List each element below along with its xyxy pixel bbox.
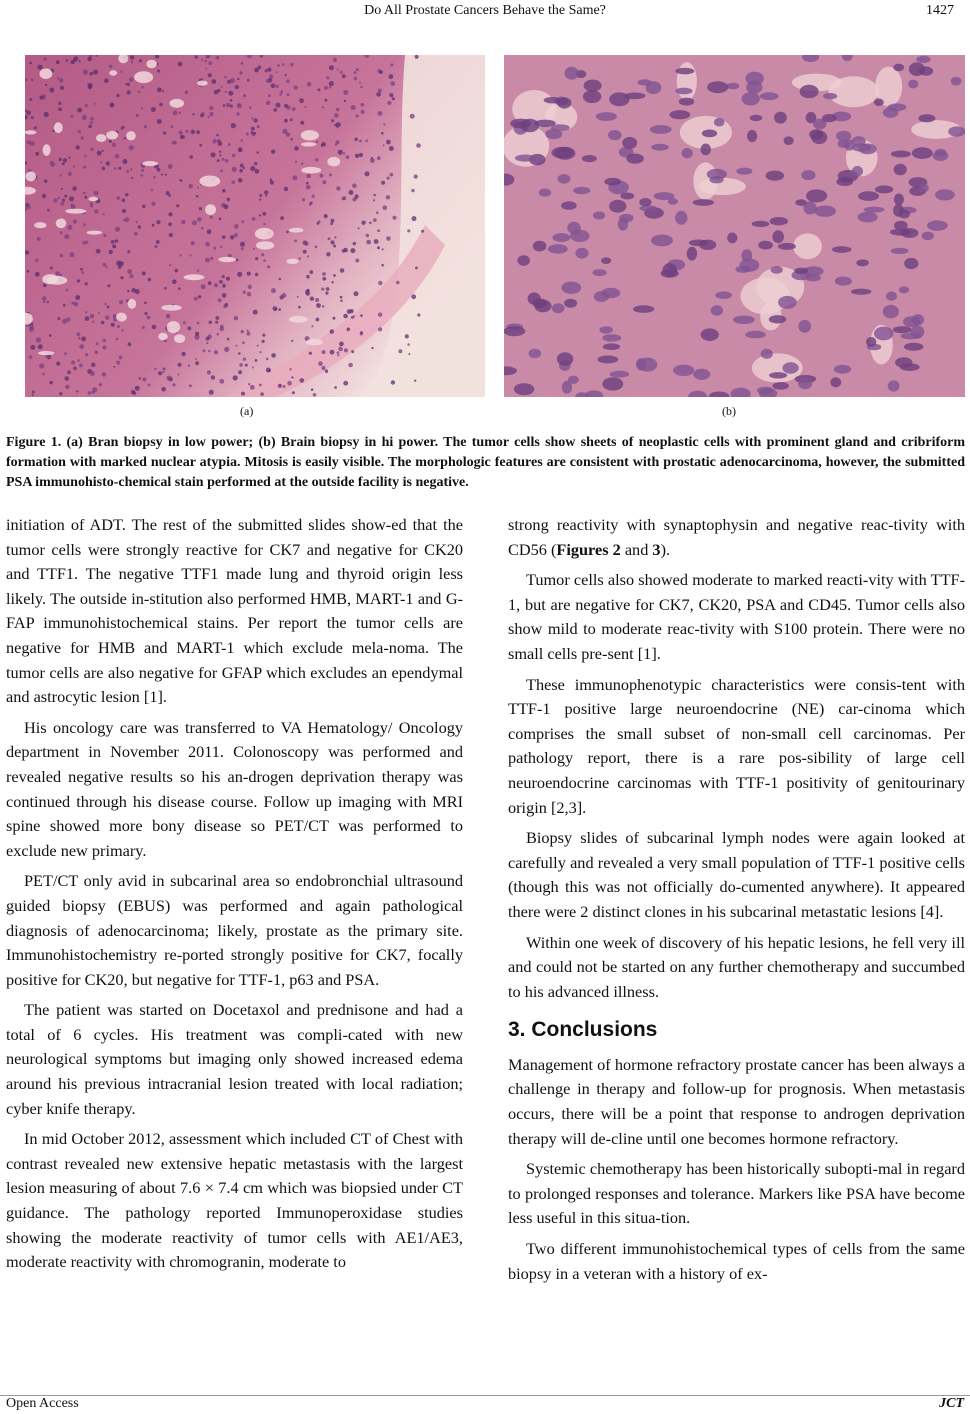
paragraph: His oncology care was transferred to VA Hematology/ Oncology department in November 2011. Colonoscopy was performed and revealed negative results so his an-drogen deprivation therapy was continued through his disease course. Follow up imaging with MRI spine showed more bony disease so PET/CT was performed to exclude new primary. (6, 717, 463, 860)
page-number: 1427 (926, 3, 954, 18)
caption-text: (a) Bran biopsy in low power; (b) Brain biopsy in hi power. The tumor cells show sheets of neoplastic cells with prominent gland and cribriform formation with marked nuclear atypia. Mitosis is easily visible. The morphologic features are consistent with prostatic adenocarcinoma, however, the submitted PSA immunohisto-chemical stain performed at the outside facility is negative. (6, 435, 966, 490)
figure-1b-image (504, 55, 965, 397)
paragraph: initiation of ADT. The rest of the submitted slides show-ed that the tumor cells were strongly reactive for CK7 and negative for CK20 and TTF1. The negative TTF1 made lung and thyroid origin less likely. The outside in-stitution also performed HMB, MART-1 and G-FAP immunohistochemical stains. Per report the tumor cells are negative for HMB and MART-1 which exclude mela-noma. The tumor cells are also negative for GFAP which excludes an ependymal and astrocytic lesion [1]. (6, 515, 463, 707)
footer-journal: JCT (939, 1396, 964, 1411)
paragraph: These immunophenotypic characteristics were consis-tent with TTF-1 positive large neuroendocrine (NE) car-cinoma which comprises the small subset of non-small cell carcinomas. Per pathology report, there is a rare pos-sibility of large cell neuroendocrine carcinomas with TTF-1 positivity of genitourinary origin [2,3]. (508, 674, 965, 817)
paragraph: Biopsy slides of subcarinal lymph nodes were again looked at carefully and revealed a very small population of TTF-1 positive cells (though this was not officially do-cumented anywhere). It appeared there were 2 distinct clones in his subcarinal metastatic lesions [4]. (508, 828, 965, 921)
paragraph: Management of hormone refractory prostate cancer has been always a challenge in therapy and follow-up for prognosis. When metastasis occurs, there will be a point that response to androgen deprivation therapy will de-cline until one becomes hormone refractory. (508, 1054, 965, 1148)
paragraph: Two different immunohistochemical types of cells from the same biopsy in a veteran with a history of ex- (508, 1239, 965, 1283)
paragraph: In mid October 2012, assessment which included CT of Chest with contrast revealed new extensive hepatic metastasis with the largest lesion measuring of about 7.6 × 7.4 cm which was biopsied under CT guidance. The pathology reported Immunoperoxidase studies showing the moderate reactivity of tumor cells with AE1/AE3, moderate reactivity with chromogranin, moderate to (6, 1129, 463, 1272)
paragraph: Systemic chemotherapy has been historically subopti-mal in regard to prolonged responses and tolerance. Markers like PSA have become less useful in this situa-tion. (508, 1159, 965, 1228)
footer-rule (0, 1395, 970, 1396)
figure-label-b: (b) (722, 404, 736, 418)
figure-ref[interactable]: 3 (652, 539, 661, 559)
paragraph: strong reactivity with synaptophysin and negative reac-tivity with CD56 (Figures 2 and 3). (508, 515, 965, 559)
paragraph: PET/CT only avid in subcarinal area so endobronchial ultrasound guided biopsy (EBUS) was performed and again pathological diagnosis of adenocarcinoma; likely, prostate as the primary site. Immunohistochemistry re-ported strongly positive for CK7, focally positive for CK20, but negative for TTF-1, p63 and PSA. (6, 871, 463, 989)
footer-open-access: Open Access (6, 1396, 79, 1411)
figure-caption (6, 433, 965, 493)
figure-ref[interactable]: Figures 2 (556, 539, 621, 559)
figure-1a-image (25, 55, 485, 397)
paragraph: The patient was started on Docetaxol and prednisone and had a total of 6 cycles. His treatment was compli-cated with new neurological symptoms but imaging only showed increased edema around his previous intracranial lesion treated with local radiation; cyber knife therapy. (6, 1000, 463, 1118)
figure-label-a: (a) (240, 404, 254, 418)
paragraph: Tumor cells also showed moderate to marked reacti-vity with TTF-1, but are negative for CK7, CK20, PSA and CD45. Tumor cells also show mild to moderate reac-tivity with S100 protein. There were no small cells pre-sent [1]. (508, 570, 965, 663)
running-title: Do All Prostate Cancers Behave the Same? (364, 3, 606, 18)
right-column (508, 513, 965, 1292)
paragraph: Within one week of discovery of his hepatic lesions, he fell very ill and could not be started on any further chemotherapy and succumbed to his advanced illness. (508, 932, 965, 1001)
caption-label: Figure 1. (6, 435, 62, 450)
section-heading: 3. Conclusions (508, 1018, 658, 1042)
left-column (6, 513, 463, 1281)
